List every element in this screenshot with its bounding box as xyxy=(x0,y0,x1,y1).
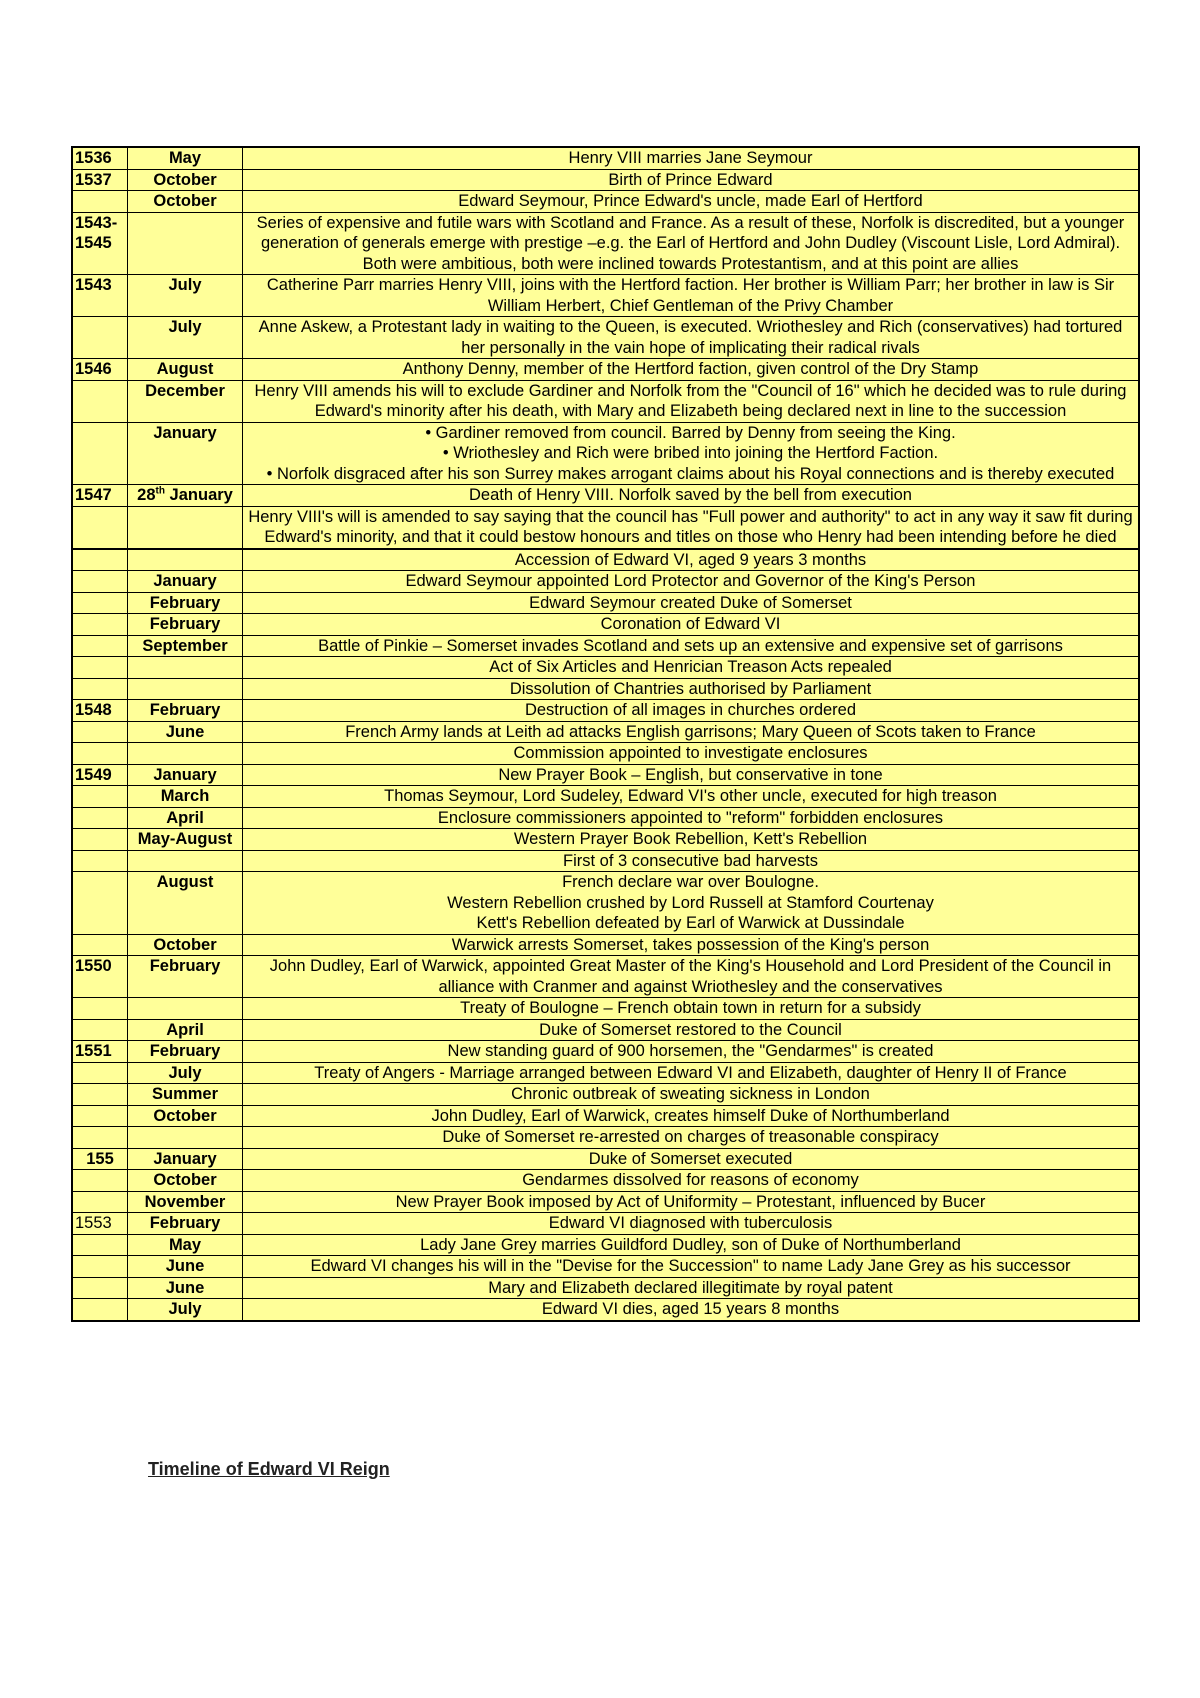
year-cell xyxy=(72,614,128,636)
table-row xyxy=(72,614,1139,636)
event-line: Anne Askew, a Protestant lady in waiting to the Queen, is executed. Wriothesley and Rich (conservatives) had tortured her personally in the vain hope of implicating their radical rivals xyxy=(258,318,1123,357)
event-line: French declare war over Boulogne. xyxy=(562,873,819,891)
event-line: Catherine Parr marries Henry VIII, joins with the Hertford faction. Her brother is William Parr; her brother in law is Sir William Herbert, Chief Gentleman of the Privy Chamber xyxy=(266,276,1115,315)
event-line: Dissolution of Chantries authorised by Parliament xyxy=(509,679,872,698)
event-cell xyxy=(243,786,1140,808)
event-line: New Prayer Book – English, but conservative in tone xyxy=(498,765,883,784)
year-cell xyxy=(72,191,128,213)
year-cell xyxy=(72,850,128,872)
event-cell xyxy=(243,872,1140,935)
year-cell: 1548 xyxy=(72,700,128,722)
event-line: Thomas Seymour, Lord Sudeley, Edward VI's other uncle, executed for high treason xyxy=(384,787,997,805)
table-row xyxy=(72,380,1139,422)
year-cell: 1549 xyxy=(72,764,128,786)
event-line: • Wriothesley and Rich were bribed into joining the Hertford Faction. xyxy=(442,444,939,462)
year-cell: 1550 xyxy=(72,956,128,998)
table-row xyxy=(72,571,1139,593)
event-cell xyxy=(243,380,1140,422)
month-cell: October xyxy=(128,169,243,191)
event-line: Edward Seymour appointed Lord Protector and Governor of the King's Person xyxy=(405,572,976,590)
year-cell xyxy=(72,317,128,359)
event-cell xyxy=(243,549,1140,571)
event-line: Edward VI dies, aged 15 years 8 months xyxy=(541,1300,840,1318)
month-day: 28 xyxy=(137,486,156,504)
table-row xyxy=(72,147,1139,169)
year-cell xyxy=(72,1062,128,1084)
event-cell xyxy=(243,1148,1140,1170)
event-line: Birth of Prince Edward xyxy=(608,170,773,189)
year-cell xyxy=(72,422,128,485)
year-cell: 1543 xyxy=(72,275,128,317)
event-line: New Prayer Book imposed by Act of Uniformity – Protestant, influenced by Bucer xyxy=(395,1192,986,1211)
month-cell xyxy=(128,743,243,765)
event-cell xyxy=(243,359,1140,381)
table-row xyxy=(72,169,1139,191)
month-cell: July xyxy=(128,1062,243,1084)
year-cell xyxy=(72,1105,128,1127)
table-row xyxy=(72,764,1139,786)
year-cell xyxy=(72,592,128,614)
month-cell xyxy=(128,998,243,1020)
event-cell xyxy=(243,506,1140,549)
month-cell: January xyxy=(128,571,243,593)
event-line: Edward VI changes his will in the "Devise for the Succession" to name Lady Jane Grey as his successor xyxy=(310,1257,1071,1275)
event-line: New standing guard of 900 horsemen, the "Gendarmes" is created xyxy=(447,1042,934,1060)
table-row xyxy=(72,700,1139,722)
event-cell xyxy=(243,1170,1140,1192)
event-line: Duke of Somerset restored to the Council xyxy=(539,1020,842,1039)
table-row xyxy=(72,275,1139,317)
month-cell: May xyxy=(128,1234,243,1256)
table-row xyxy=(72,1213,1139,1235)
event-cell xyxy=(243,1127,1140,1149)
table-row xyxy=(72,1127,1139,1149)
event-cell xyxy=(243,1041,1140,1063)
event-cell xyxy=(243,700,1140,722)
year-cell: 1537 xyxy=(72,169,128,191)
event-cell xyxy=(243,614,1140,636)
table-row xyxy=(72,592,1139,614)
table-row xyxy=(72,317,1139,359)
event-line: Edward Seymour created Duke of Somerset xyxy=(529,593,852,612)
year-cell xyxy=(72,1234,128,1256)
table-row xyxy=(72,359,1139,381)
event-cell xyxy=(243,169,1140,191)
month-cell: August xyxy=(128,872,243,935)
table-row xyxy=(72,807,1139,829)
event-line: • Norfolk disgraced after his son Surrey makes arrogant claims about his Royal connections and is thereby executed xyxy=(266,464,1115,483)
table-row xyxy=(72,1277,1139,1299)
event-cell xyxy=(243,1062,1140,1084)
event-line: Coronation of Edward VI xyxy=(600,615,781,633)
event-line: Battle of Pinkie – Somerset invades Scotland and sets up an extensive and expensive set of garrisons xyxy=(318,636,1063,655)
event-cell xyxy=(243,829,1140,851)
table-row xyxy=(72,1191,1139,1213)
month-cell: June xyxy=(128,1256,243,1278)
year-cell: 1536 xyxy=(72,147,128,169)
year-cell xyxy=(72,678,128,700)
month-cell xyxy=(128,549,243,571)
event-cell xyxy=(243,764,1140,786)
year-cell: 1546 xyxy=(72,359,128,381)
event-cell xyxy=(243,1277,1140,1299)
year-cell xyxy=(72,549,128,571)
month-cell: July xyxy=(128,275,243,317)
month-cell: October xyxy=(128,934,243,956)
event-line: First of 3 consecutive bad harvests xyxy=(563,851,818,870)
table-row xyxy=(72,506,1139,549)
year-cell xyxy=(72,1084,128,1106)
event-line: Kett's Rebellion defeated by Earl of Warwick at Dussindale xyxy=(476,914,905,932)
month-cell: February xyxy=(128,700,243,722)
event-line: • Gardiner removed from council. Barred by Denny from seeing the King. xyxy=(425,423,956,442)
event-line: Treaty of Angers - Marriage arranged between Edward VI and Elizabeth, daughter of Henry II of France xyxy=(314,1063,1067,1082)
table-row xyxy=(72,721,1139,743)
event-line: Henry VIII amends his will to exclude Gardiner and Norfolk from the "Council of 16" which he decided was to rule during Edward's minority after his death, with Mary and Elizabeth being declared next in line to the succession xyxy=(254,381,1127,420)
year-cell xyxy=(72,657,128,679)
timeline-caption: Timeline of Edward VI Reign xyxy=(148,1459,390,1479)
event-line: Henry VIII's will is amended to say saying that the council has "Full power and authority" to act in any way it saw fit during Edward's minority, and that it could bestow honours and titles on those who Henry had been intending before he died xyxy=(248,507,1133,546)
table-row xyxy=(72,1041,1139,1063)
month-cell xyxy=(128,850,243,872)
event-cell xyxy=(243,147,1140,169)
year-cell xyxy=(72,721,128,743)
event-cell xyxy=(243,1019,1140,1041)
event-cell xyxy=(243,1234,1140,1256)
month-name: January xyxy=(164,486,233,504)
table-row xyxy=(72,212,1139,275)
month-cell: January xyxy=(128,764,243,786)
month-cell: February xyxy=(128,614,243,636)
event-line: Treaty of Boulogne – French obtain town in return for a subsidy xyxy=(460,999,921,1017)
table-row xyxy=(72,829,1139,851)
event-line: Edward Seymour, Prince Edward's uncle, made Earl of Hertford xyxy=(458,192,923,210)
event-cell xyxy=(243,678,1140,700)
table-row xyxy=(72,1084,1139,1106)
event-cell xyxy=(243,1084,1140,1106)
table-row xyxy=(72,998,1139,1020)
event-cell xyxy=(243,1299,1140,1321)
month-cell: February xyxy=(128,1213,243,1235)
table-row xyxy=(72,1234,1139,1256)
event-cell xyxy=(243,998,1140,1020)
table-row xyxy=(72,872,1139,935)
event-line: Anthony Denny, member of the Hertford faction, given control of the Dry Stamp xyxy=(402,360,979,378)
month-cell: September xyxy=(128,635,243,657)
table-row xyxy=(72,850,1139,872)
table-row xyxy=(72,191,1139,213)
month-cell: July xyxy=(128,317,243,359)
event-cell xyxy=(243,571,1140,593)
month-cell: March xyxy=(128,786,243,808)
month-cell: October xyxy=(128,191,243,213)
event-line: Henry VIII marries Jane Seymour xyxy=(568,149,813,167)
event-line: Duke of Somerset executed xyxy=(588,1149,793,1168)
event-line: Edward VI diagnosed with tuberculosis xyxy=(548,1214,833,1232)
table-row xyxy=(72,786,1139,808)
event-cell xyxy=(243,850,1140,872)
event-cell xyxy=(243,317,1140,359)
event-line: Warwick arrests Somerset, takes possession of the King's person xyxy=(451,935,930,954)
year-cell xyxy=(72,506,128,549)
month-cell: Summer xyxy=(128,1084,243,1106)
event-line: John Dudley, Earl of Warwick, creates himself Duke of Northumberland xyxy=(431,1106,950,1125)
timeline-sheet xyxy=(71,146,1140,1322)
table-row xyxy=(72,1170,1139,1192)
year-cell xyxy=(72,1019,128,1041)
year-cell: 1553 xyxy=(72,1213,128,1235)
event-cell xyxy=(243,635,1140,657)
event-line: Act of Six Articles and Henrician Treason Acts repealed xyxy=(489,658,892,676)
event-cell xyxy=(243,1256,1140,1278)
event-cell xyxy=(243,934,1140,956)
year-cell: 155 xyxy=(72,1148,128,1170)
event-cell xyxy=(243,807,1140,829)
month-cell: August xyxy=(128,359,243,381)
year-cell xyxy=(72,786,128,808)
event-cell xyxy=(243,592,1140,614)
event-line: Lady Jane Grey marries Guildford Dudley, son of Duke of Northumberland xyxy=(420,1235,961,1254)
month-cell: April xyxy=(128,807,243,829)
month-cell: January xyxy=(128,422,243,485)
month-cell: July xyxy=(128,1299,243,1321)
table-row xyxy=(72,1062,1139,1084)
table-row xyxy=(72,1105,1139,1127)
month-cell: October xyxy=(128,1105,243,1127)
table-row xyxy=(72,549,1139,571)
year-cell: 1547 xyxy=(72,485,128,507)
table-row xyxy=(72,1299,1139,1321)
event-cell xyxy=(243,1191,1140,1213)
table-row xyxy=(72,635,1139,657)
event-cell xyxy=(243,212,1140,275)
event-line: French Army lands at Leith ad attacks English garrisons; Mary Queen of Scots taken to France xyxy=(345,722,1036,741)
month-cell: January xyxy=(128,1148,243,1170)
month-cell: April xyxy=(128,1019,243,1041)
table-row xyxy=(72,1256,1139,1278)
year-cell: 1543- 1545 xyxy=(72,212,128,275)
event-line: John Dudley, Earl of Warwick, appointed Great Master of the King's Household and Lord President of the Council in alliance with Cranmer and against Wriothesley and the conservatives xyxy=(269,957,1112,996)
year-cell xyxy=(72,829,128,851)
table-row xyxy=(72,485,1139,507)
timeline-table xyxy=(71,146,1140,1322)
event-line: Chronic outbreak of sweating sickness in London xyxy=(511,1085,870,1103)
event-line: Western Prayer Book Rebellion, Kett's Rebellion xyxy=(513,830,868,848)
month-cell xyxy=(128,678,243,700)
event-cell xyxy=(243,721,1140,743)
month-cell: June xyxy=(128,1277,243,1299)
table-row xyxy=(72,678,1139,700)
event-line: Gendarmes dissolved for reasons of economy xyxy=(522,1171,859,1189)
event-cell xyxy=(243,275,1140,317)
month-cell: May-August xyxy=(128,829,243,851)
year-cell xyxy=(72,380,128,422)
year-cell xyxy=(72,934,128,956)
event-cell xyxy=(243,485,1140,507)
event-line: Western Rebellion crushed by Lord Russell at Stamford Courtenay xyxy=(447,893,934,912)
event-line: Mary and Elizabeth declared illegitimate by royal patent xyxy=(488,1278,893,1297)
month-cell xyxy=(128,1127,243,1149)
event-cell xyxy=(243,422,1140,485)
year-cell xyxy=(72,1191,128,1213)
month-cell xyxy=(128,485,243,507)
table-row xyxy=(72,743,1139,765)
year-cell xyxy=(72,1127,128,1149)
timeline-rows xyxy=(72,147,1139,1321)
year-cell xyxy=(72,571,128,593)
month-cell xyxy=(128,506,243,549)
year-cell xyxy=(72,807,128,829)
table-row xyxy=(72,956,1139,998)
month-cell: February xyxy=(128,592,243,614)
month-cell: February xyxy=(128,956,243,998)
month-cell: May xyxy=(128,147,243,169)
event-cell xyxy=(243,657,1140,679)
event-line: Death of Henry VIII. Norfolk saved by the bell from execution xyxy=(469,486,912,504)
year-cell xyxy=(72,998,128,1020)
month-cell xyxy=(128,657,243,679)
table-row xyxy=(72,1019,1139,1041)
month-cell: June xyxy=(128,721,243,743)
year-cell xyxy=(72,1256,128,1278)
event-cell xyxy=(243,1105,1140,1127)
event-line: Duke of Somerset re-arrested on charges of treasonable conspiracy xyxy=(442,1128,939,1146)
year-cell xyxy=(72,1277,128,1299)
event-cell xyxy=(243,956,1140,998)
table-row xyxy=(72,934,1139,956)
year-cell xyxy=(72,635,128,657)
event-cell xyxy=(243,191,1140,213)
month-cell xyxy=(128,212,243,275)
event-cell xyxy=(243,743,1140,765)
event-line: Enclosure commissioners appointed to "reform" forbidden enclosures xyxy=(437,808,944,827)
month-ordinal: th xyxy=(155,485,165,497)
year-cell: 1551 xyxy=(72,1041,128,1063)
event-line: Accession of Edward VI, aged 9 years 3 months xyxy=(514,550,867,569)
table-row xyxy=(72,1148,1139,1170)
month-cell: October xyxy=(128,1170,243,1192)
event-line: Series of expensive and futile wars with Scotland and France. As a result of these, Norfolk is discredited, but a younger generation of generals emerge with prestige –e.g. the Earl of Hertford and John Dudley (Viscount Lisle, Lord Admiral). Both were ambitious, both were inclined towards Protestantism, and at this point are allies xyxy=(256,213,1125,273)
year-cell xyxy=(72,872,128,935)
month-cell: February xyxy=(128,1041,243,1063)
year-cell xyxy=(72,1299,128,1321)
month-cell: December xyxy=(128,380,243,422)
table-row xyxy=(72,422,1139,485)
event-line: Commission appointed to investigate enclosures xyxy=(513,744,868,762)
table-row xyxy=(72,657,1139,679)
event-line: Destruction of all images in churches ordered xyxy=(524,701,857,719)
year-cell xyxy=(72,1170,128,1192)
month-cell: November xyxy=(128,1191,243,1213)
year-cell xyxy=(72,743,128,765)
event-cell xyxy=(243,1213,1140,1235)
